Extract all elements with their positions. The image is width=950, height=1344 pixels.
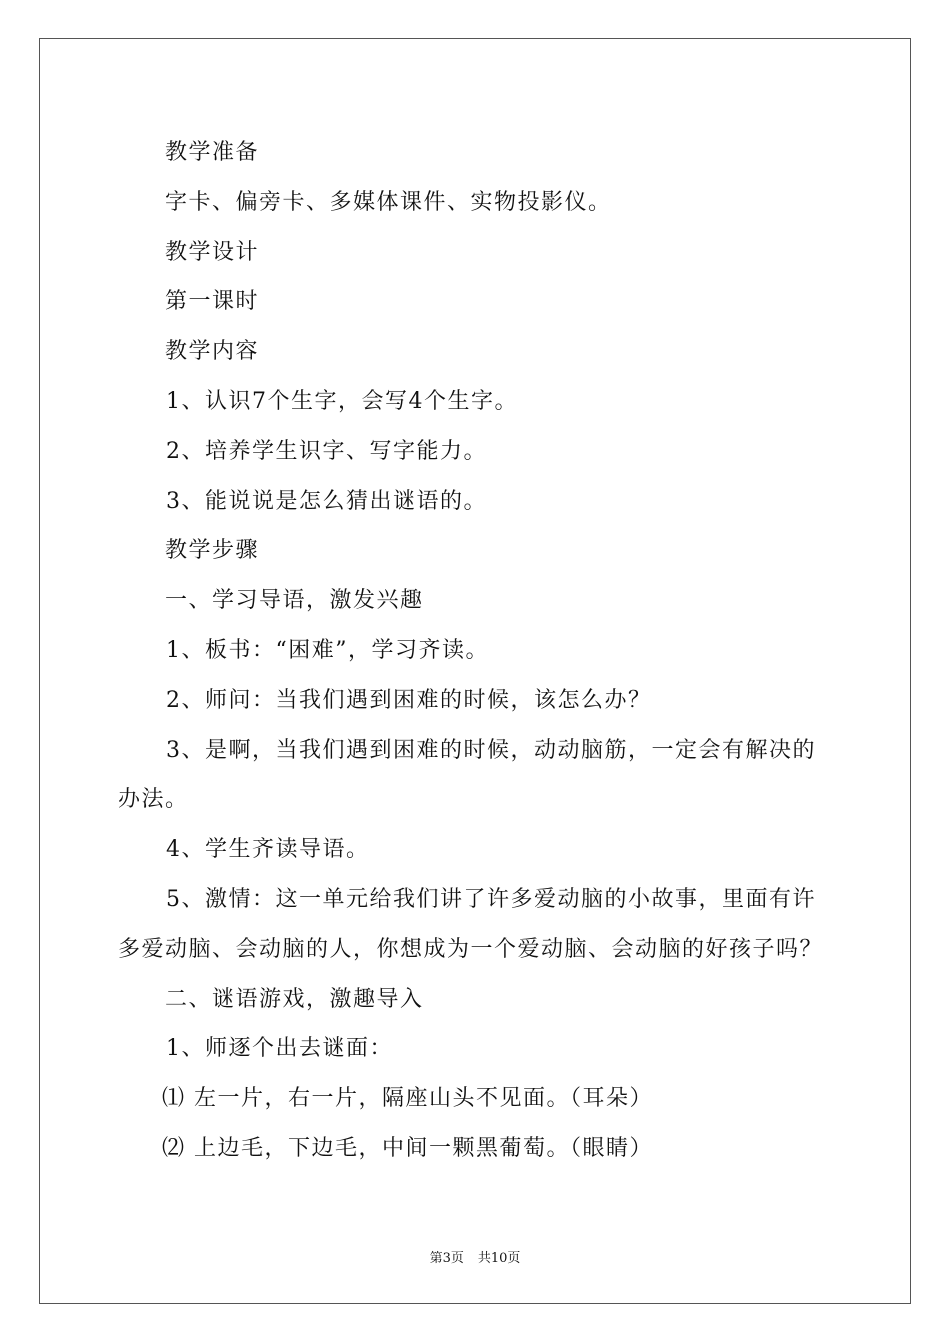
paragraph: 教学步骤 <box>165 538 260 564</box>
paragraph: 2、师问：当我们遇到困难的时候，该怎么办？ <box>166 687 652 713</box>
paragraph: 教学准备 <box>165 140 260 165</box>
paragraph: 1、师逐个出去谜面： <box>166 1036 393 1062</box>
paragraph: 1、板书：“困难”，学习齐读。 <box>166 637 489 663</box>
paragraph: 5、激情：这一单元给我们讲了许多爱动脑的小故事，里面有许多爱动脑、会动脑的人，你想成为一个爱动脑、会动脑的好孩子吗？ <box>118 886 824 962</box>
paragraph: 3、是啊，当我们遇到困难的时候，动动脑筋，一定会有解决的办法。 <box>118 737 816 813</box>
paragraph: 第一课时 <box>165 289 260 315</box>
paragraph: 2、培养学生识字、写字能力。 <box>166 438 487 464</box>
paragraph: 3、能说说是怎么猜出谜语的。 <box>166 488 487 514</box>
paragraph: 1、认识7个生字，会写4个生字。 <box>166 388 518 414</box>
paragraph: 一、学习导语，激发兴趣 <box>165 588 424 614</box>
paragraph: ⑴ 左一片，右一片，隔座山头不见面。（耳朵） <box>162 1086 653 1112</box>
paragraph: ⑵ 上边毛，下边毛，中间一颗黑葡萄。（眼睛） <box>162 1135 653 1161</box>
document-body <box>118 128 833 1174</box>
page-footer <box>0 1247 950 1266</box>
paragraph: 教学内容 <box>165 339 260 365</box>
paragraph: 字卡、偏旁卡、多媒体课件、实物投影仪。 <box>165 189 612 215</box>
paragraph: 教学设计 <box>165 239 260 265</box>
total-pages-label: 共10页 <box>477 1251 521 1266</box>
paragraph: 4、学生齐读导语。 <box>166 837 370 863</box>
paragraph: 二、谜语游戏，激趣导入 <box>165 986 424 1012</box>
current-page-label: 第3页 <box>429 1251 464 1266</box>
